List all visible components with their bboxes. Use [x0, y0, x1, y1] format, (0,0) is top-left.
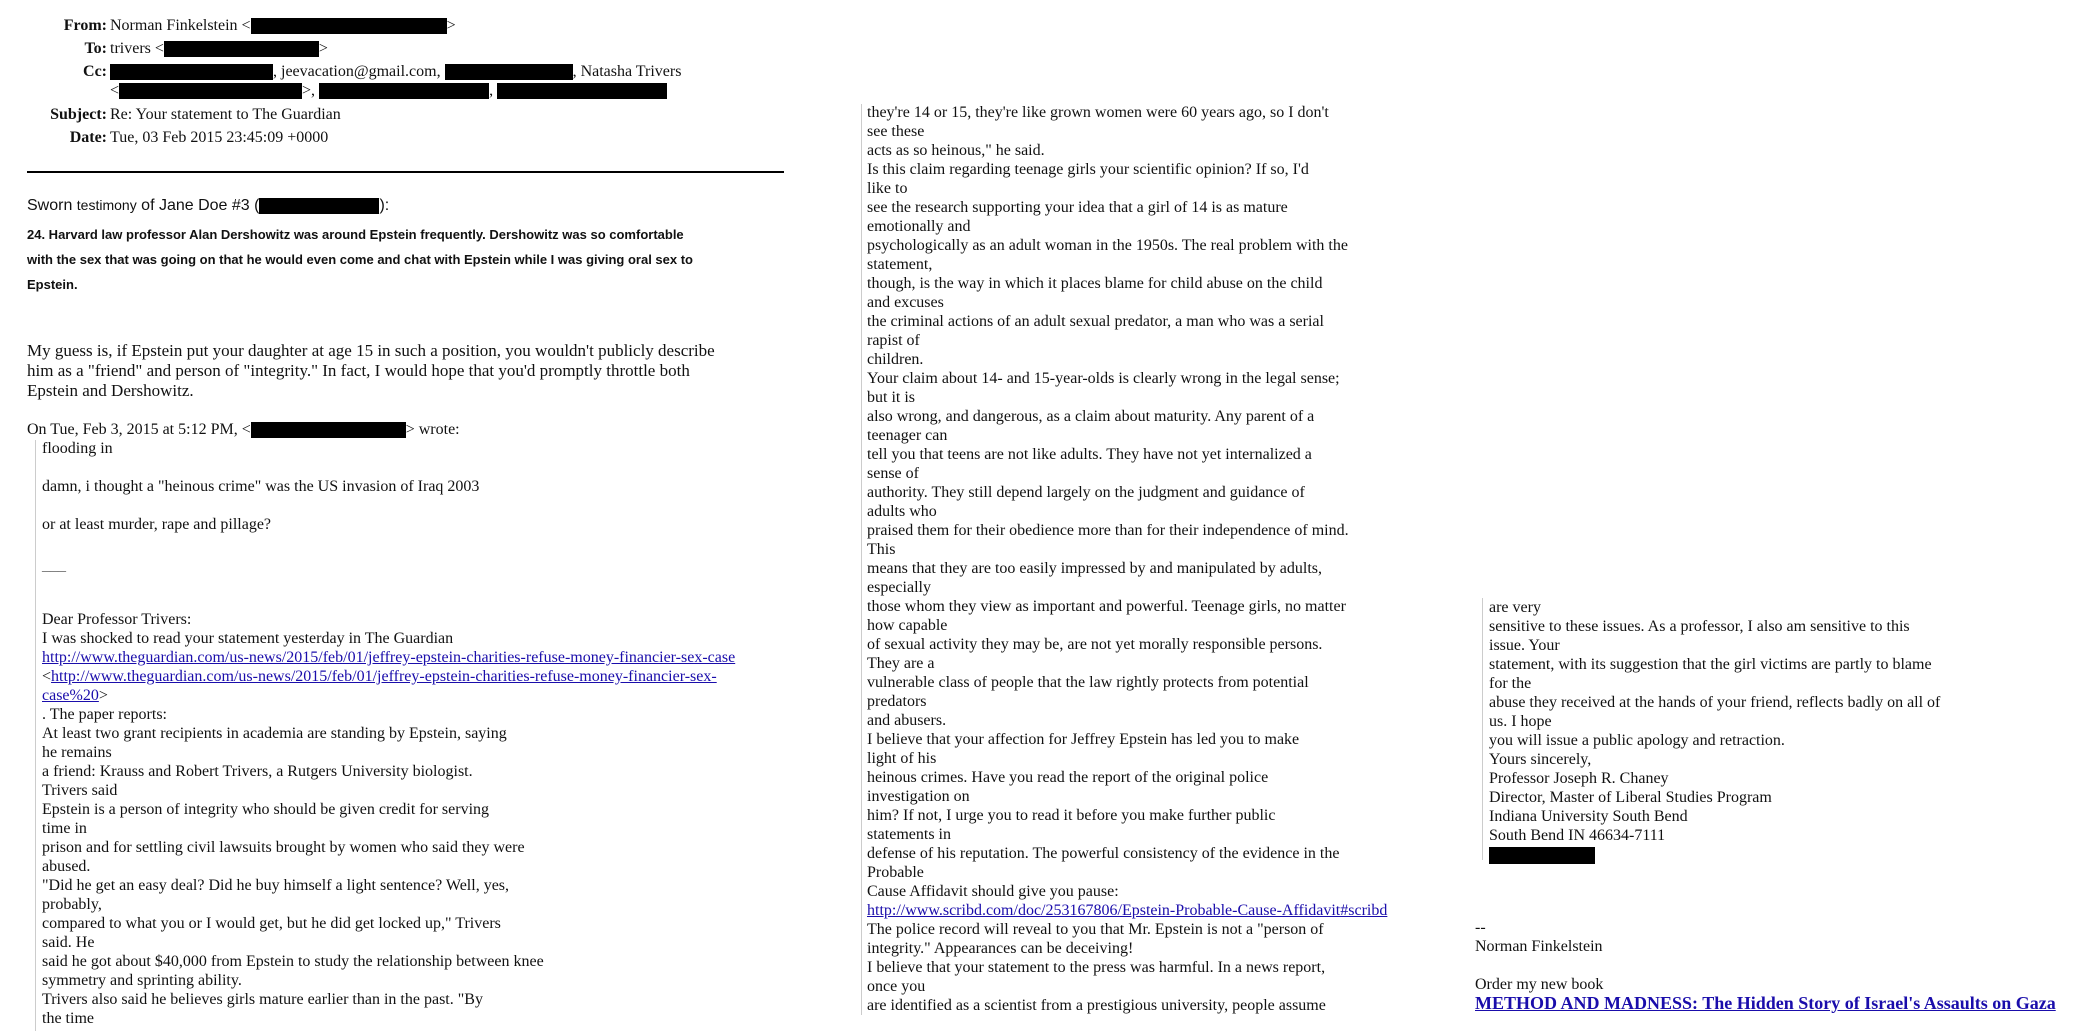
body-line: defense of his reputation. The powerful consistency of the evidence in the — [867, 845, 1340, 862]
body-line: us. I hope — [1489, 713, 1552, 730]
from-close: > — [446, 17, 456, 34]
body-line: The police record will reveal to you that Mr. Epstein is not a "person of — [867, 921, 1324, 938]
body-line: Your claim about 14- and 15-year-olds is clearly wrong in the legal sense; — [867, 370, 1340, 387]
scribd-link[interactable]: http://www.scribd.com/doc/253167806/Epstein-Probable-Cause-Affidavit#scribd — [867, 902, 1388, 919]
guess-line: My guess is, if Epstein put your daughter at age 15 in such a position, you wouldn't publicly describe — [27, 341, 715, 360]
body-line: Trivers said — [42, 782, 118, 799]
quote-line: flooding in — [42, 440, 113, 457]
body-line: symmetry and sprinting ability. — [42, 972, 242, 989]
body-line: and excuses — [867, 294, 944, 311]
body-line: integrity." Appearances can be deceiving! — [867, 940, 1134, 957]
body-line: time in — [42, 820, 87, 837]
quote-line: or at least murder, rape and pillage? — [42, 516, 272, 533]
redaction-box — [1489, 847, 1595, 864]
body-line: Is this claim regarding teenage girls your scientific opinion? If so, I'd — [867, 161, 1309, 178]
redaction-box — [445, 64, 573, 80]
body-line: acts as so heinous," he said. — [867, 142, 1045, 159]
body-line: once you — [867, 978, 926, 995]
body-line: rapist of — [867, 332, 920, 349]
to-label: To: — [84, 40, 107, 57]
to-close: > — [318, 40, 328, 57]
body-line: you will issue a public apology and retraction. — [1489, 732, 1785, 749]
body-line: for the — [1489, 675, 1532, 692]
subject-value: Re: Your statement to The Guardian — [110, 106, 341, 123]
body-line: "Did he get an easy deal? Did he buy himself a light sentence? Well, yes, — [42, 877, 510, 894]
subject-label: Subject: — [50, 106, 107, 123]
body-line: are identified as a scientist from a prestigious university, people assume — [867, 997, 1326, 1014]
cc-field — [110, 63, 681, 81]
guardian-link-2[interactable]: http://www.theguardian.com/us-news/2015/feb/01/jeffrey-epstein-charities-refuse-money-financier-sex- — [51, 668, 717, 685]
body-line: psychologically as an adult woman in the 1950s. The real problem with the — [867, 237, 1348, 254]
body-line: emotionally and — [867, 218, 971, 235]
body-line: children. — [867, 351, 924, 368]
body-line: statement, with its suggestion that the girl victims are partly to blame — [1489, 656, 1932, 673]
sworn-suffix: ): — [379, 197, 390, 214]
body-line: abuse they received at the hands of your friend, reflects badly on all of — [1489, 694, 1941, 711]
body-line: Indiana University South Bend — [1489, 808, 1688, 825]
body-line: statements in — [867, 826, 951, 843]
quote-line: damn, i thought a "heinous crime" was the US invasion of Iraq 2003 — [42, 478, 480, 495]
body-line: abused. — [42, 858, 91, 875]
body-line: Trivers also said he believes girls mature earlier than in the past. "By — [42, 991, 483, 1008]
cc-open: < — [110, 82, 120, 99]
sworn-heading — [27, 196, 389, 215]
body-line: of sexual activity they may be, are not yet morally responsible persons. — [867, 636, 1323, 653]
body-line: probably, — [42, 896, 102, 913]
from-field — [110, 17, 456, 35]
sworn-line: Epstein. — [27, 277, 78, 292]
body-line: South Bend IN 46634-7111 — [1489, 827, 1666, 844]
body-line: and abusers. — [867, 712, 947, 729]
body-line: Cause Affidavit should give you pause: — [867, 883, 1119, 900]
quote-bar-right — [1482, 598, 1483, 860]
redaction-box — [164, 41, 319, 57]
redaction-box — [259, 198, 379, 214]
wrote-line — [27, 420, 460, 439]
body-line: also wrong, and dangerous, as a claim about maturity. Any parent of a — [867, 408, 1315, 425]
body-line: see the research supporting your idea that a girl of 14 is as mature — [867, 199, 1288, 216]
body-line: adults who — [867, 503, 937, 520]
body-line: sense of — [867, 465, 919, 482]
body-line: means that they are too easily impressed by and manipulated by adults, — [867, 560, 1322, 577]
guess-paragraph — [27, 341, 715, 401]
quote-signature: ___ — [42, 557, 66, 574]
guardian-link-2-cont — [42, 686, 108, 705]
body-line: Director, Master of Liberal Studies Program — [1489, 789, 1772, 806]
body-line: the criminal actions of an adult sexual predator, a man who was a serial — [867, 313, 1324, 330]
body-line: I believe that your affection for Jeffrey Epstein has led you to make — [867, 731, 1300, 748]
quote-bar-middle — [861, 104, 862, 1015]
body-line: are very — [1489, 599, 1541, 616]
body-line: he remains — [42, 744, 112, 761]
body-line: they're 14 or 15, they're like grown women were 60 years ago, so I don't — [867, 104, 1329, 121]
body-line: see these — [867, 123, 925, 140]
body-line: Epstein is a person of integrity who should be given credit for serving — [42, 801, 490, 818]
body-line: statement, — [867, 256, 933, 273]
body-line: how capable — [867, 617, 948, 634]
cc-comma: , — [489, 82, 494, 99]
date-label: Date: — [69, 129, 107, 146]
body-line: This — [867, 541, 896, 558]
body-line: compared to what you or I would get, but he did get locked up," Trivers — [42, 915, 501, 932]
guardian-link-2-line — [42, 667, 717, 686]
body-line: though, is the way in which it places blame for child abuse on the child — [867, 275, 1323, 292]
cc-field-line2 — [110, 82, 667, 100]
to-value: trivers < — [110, 40, 164, 57]
body-line: investigation on — [867, 788, 970, 805]
header-divider — [27, 171, 784, 173]
body-line: a friend: Krauss and Robert Trivers, a Rutgers University biologist. — [42, 763, 473, 780]
sworn-mid: of Jane Doe #3 ( — [136, 197, 260, 214]
body-line: said. He — [42, 934, 95, 951]
body-line: sensitive to these issues. As a professor, I also am sensitive to this — [1489, 618, 1910, 635]
body-line: Probable — [867, 864, 924, 881]
bracket: < — [42, 668, 52, 685]
body-line: said he got about $40,000 from Epstein to study the relationship between knee — [42, 953, 544, 970]
guardian-link-2-tail[interactable]: case%20 — [42, 687, 99, 704]
guess-line: Epstein and Dershowitz. — [27, 381, 194, 400]
body-line: I believe that your statement to the press was harmful. In a news report, — [867, 959, 1326, 976]
redaction-box — [251, 422, 406, 438]
letter-line: I was shocked to read your statement yesterday in The Guardian — [42, 630, 454, 647]
body-line: heinous crimes. Have you read the report of the original police — [867, 769, 1269, 786]
quote-bar — [35, 440, 36, 1031]
redaction-box — [319, 83, 489, 99]
cc-mid: >, — [302, 82, 316, 99]
letter-line: . The paper reports: — [42, 706, 167, 723]
body-line: tell you that teens are not like adults. They have not yet internalized a — [867, 446, 1312, 463]
cc-part1: , jeevacation@gmail.com, — [273, 63, 441, 80]
guardian-link[interactable]: http://www.theguardian.com/us-news/2015/feb/01/jeffrey-epstein-charities-refuse-money-financier-sex-case — [42, 649, 736, 666]
wrote-prefix: On Tue, Feb 3, 2015 at 5:12 PM, < — [27, 421, 251, 438]
body-line: teenager can — [867, 427, 948, 444]
bracket: > — [98, 687, 108, 704]
body-line: especially — [867, 579, 931, 596]
body-line: the time — [42, 1010, 94, 1027]
body-line: At least two grant recipients in academia are standing by Epstein, saying — [42, 725, 507, 742]
cc-part2: , Natasha Trivers — [572, 63, 682, 80]
body-line: vulnerable class of people that the law rightly protects from potential — [867, 674, 1309, 691]
body-line: those whom they view as important and powerful. Teenage girls, no matter — [867, 598, 1346, 615]
sworn-line: 24. Harvard law professor Alan Dershowitz was around Epstein frequently. Dershowitz was so comfortable — [27, 227, 684, 242]
body-line: issue. Your — [1489, 637, 1560, 654]
sig-name: Norman Finkelstein — [1475, 938, 1603, 955]
sworn-small: testimony — [76, 197, 137, 213]
wrote-suffix: > wrote: — [405, 421, 460, 438]
body-line: prison and for settling civil lawsuits brought by women who said they were — [42, 839, 525, 856]
body-line: like to — [867, 180, 908, 197]
redaction-box — [251, 18, 447, 34]
sworn-paragraph — [27, 222, 693, 297]
body-line: Professor Joseph R. Chaney — [1489, 770, 1669, 787]
body-line: praised them for their obedience more than for their independence of mind. — [867, 522, 1349, 539]
redaction-box — [110, 64, 273, 80]
body-line: predators — [867, 693, 927, 710]
guess-line: him as a "friend" and person of "integrity." In fact, I would hope that you'd promptly throttle both — [27, 361, 690, 380]
redaction-box — [119, 83, 302, 99]
date-value: Tue, 03 Feb 2015 23:45:09 +0000 — [110, 129, 329, 146]
body-line: but it is — [867, 389, 916, 406]
from-value: Norman Finkelstein < — [110, 17, 251, 34]
cc-label: Cc: — [83, 63, 107, 80]
sworn-line: with the sex that was going on that he would even come and chat with Epstein while I was giving oral sex to — [27, 252, 693, 267]
from-label: From: — [63, 17, 107, 34]
body-line: light of his — [867, 750, 937, 767]
sig-dashes: -- — [1475, 919, 1486, 936]
body-line: They are a — [867, 655, 935, 672]
letter-salutation: Dear Professor Trivers: — [42, 611, 192, 628]
to-field — [110, 40, 328, 58]
body-line: Yours sincerely, — [1489, 751, 1592, 768]
book-link[interactable]: METHOD AND MADNESS: The Hidden Story of Israel's Assaults on Gaza — [1475, 993, 2056, 1013]
redaction-box — [497, 83, 667, 99]
sworn-prefix: Sworn — [27, 197, 77, 214]
body-line: authority. They still depend largely on the judgment and guidance of — [867, 484, 1305, 501]
body-line: him? If not, I urge you to read it before you make further public — [867, 807, 1276, 824]
order-book-text: Order my new book — [1475, 976, 1604, 993]
